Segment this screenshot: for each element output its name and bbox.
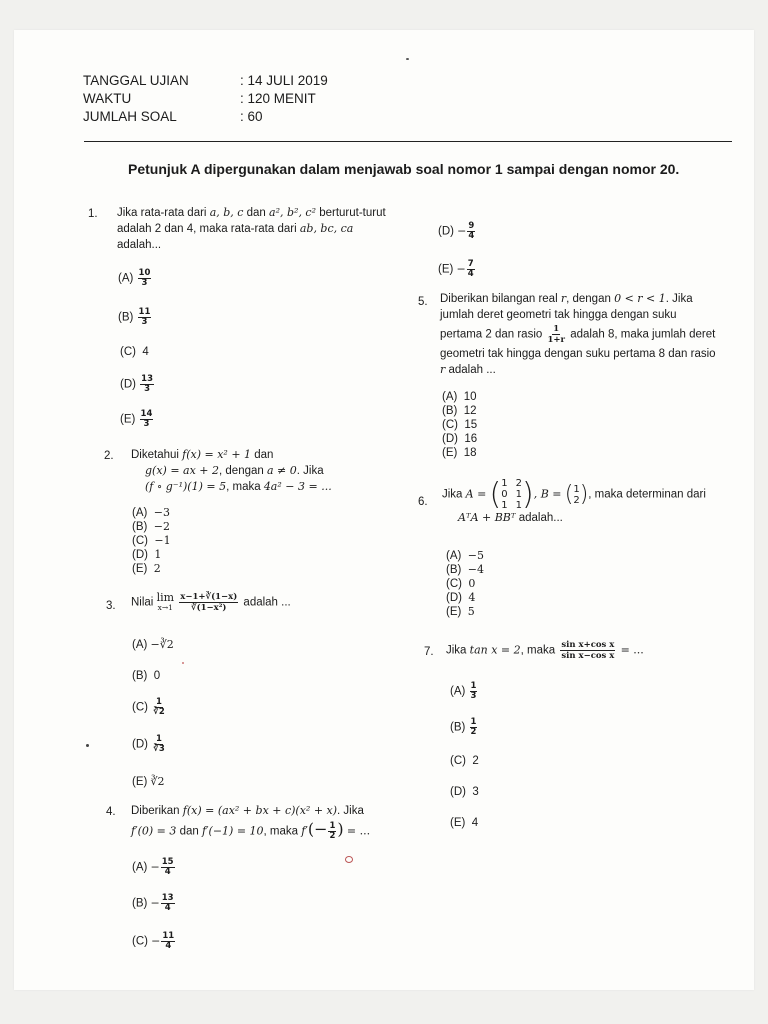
q2-option-e[interactable]: (E) 2	[132, 562, 161, 575]
q1-number: 1.	[88, 208, 98, 220]
q7-option-a[interactable]: (A) $\frac{1}{3}$	[450, 681, 477, 701]
instruction-text: Petunjuk A dipergunakan dalam menjawab soal nomor 1 sampai dengan nomor 20.	[128, 161, 680, 177]
q2-option-c[interactable]: (C) −1	[132, 534, 171, 547]
q3-option-c[interactable]: (C) $\frac{1}{∛2}$	[132, 697, 165, 717]
q3-option-b[interactable]: (B) 0	[132, 670, 161, 682]
q7-option-d[interactable]: (D) 3	[450, 786, 479, 798]
q3-option-a[interactable]: (A) −∛2	[132, 638, 174, 651]
q1-line-1: Jika rata-rata dari a, b, c dan a², b², c² berturut-turut	[117, 206, 386, 219]
q2-line-1: Diketahui f(x) = x² + 1 dan	[131, 448, 274, 461]
q5-option-a[interactable]: (A) 10	[442, 391, 477, 403]
q4-line-2: f′(0) = 3 dan f′(−1) = 10, maka f′(− $\frac{1}{2}$ ) = ...	[131, 819, 371, 841]
q6-option-a[interactable]: (A) −5	[446, 549, 484, 562]
q2-line-3: (f ∘ g⁻¹)(1) = 5, maka 4a² − 3 = ...	[145, 480, 332, 493]
q3-option-d[interactable]: (D) $\frac{1}{∛3}$	[132, 734, 165, 754]
q4-number: 4.	[106, 806, 116, 818]
q1-option-b[interactable]: (B) $\frac{11}{3}$	[118, 307, 151, 327]
header-label-count: JUMLAH SOAL	[83, 109, 177, 124]
header-value-time: : 120 MENIT	[240, 91, 316, 106]
q4-option-b[interactable]: (B) − $\frac{13}{4}$	[132, 893, 174, 913]
q6-option-e[interactable]: (E) 5	[446, 605, 475, 618]
q4-option-c[interactable]: (C) − $\frac{11}{4}$	[132, 931, 175, 951]
q2-option-d[interactable]: (D) 1	[132, 548, 162, 561]
header-label-date: TANGGAL UJIAN	[83, 73, 189, 88]
q5-line-4: geometri tak hingga dengan suku pertama 8 dan rasio	[440, 348, 716, 360]
q7-number: 7.	[424, 646, 434, 658]
q5-line-2: jumlah deret geometri tak hingga dengan suku	[440, 309, 677, 321]
q3-number: 3.	[106, 600, 116, 612]
q6-stem	[442, 478, 706, 525]
q7-option-c[interactable]: (C) 2	[450, 755, 479, 767]
q5-option-c[interactable]: (C) 15	[442, 419, 478, 431]
q5-options	[442, 390, 477, 460]
q5-line-3: pertama 2 dan rasio $\frac{1}{1+r}$ adalah 8, maka jumlah deret	[440, 324, 716, 345]
q5-line-5: r adalah ...	[440, 363, 496, 376]
q1-option-d[interactable]: (D) $\frac{13}{3}$	[120, 374, 154, 394]
q4-option-a[interactable]: (A) − $\frac{15}{4}$	[132, 857, 174, 877]
q3-fraction: $\frac{x-1+∛(1-x)}{\text{∛(1−x²)}}$	[180, 592, 238, 613]
q7-option-e[interactable]: (E) 4	[450, 817, 479, 829]
q5-option-e[interactable]: (E) 18	[442, 447, 477, 459]
q2-option-b[interactable]: (B) −2	[132, 520, 170, 533]
q7-fraction: $\frac{\text{sin x+cos x}}{\text{sin x−cos x}}$	[561, 640, 615, 661]
q2-stem	[131, 448, 332, 494]
header-label-time: WAKTU	[83, 91, 132, 106]
q6-options	[446, 549, 484, 619]
q5-option-b[interactable]: (B) 12	[442, 405, 477, 417]
q6-option-d[interactable]: (D) 4	[446, 591, 476, 604]
q3-option-e[interactable]: (E) ∛2	[132, 775, 165, 788]
header-rule	[84, 141, 732, 142]
q3-limit: lim x→1	[156, 590, 175, 612]
scan-speck	[345, 856, 353, 863]
exam-sheet	[14, 30, 754, 990]
q6-option-b[interactable]: (B) −4	[446, 563, 484, 576]
q1-option-e[interactable]: (E) $\frac{14}{3}$	[120, 409, 153, 429]
q1-line-3: adalah...	[117, 239, 162, 251]
q7-option-b[interactable]: (B) $\frac{1}{2}$	[450, 717, 477, 737]
q3-stem: Nilai lim x→1 $\frac{x-1+∛(1-x)}{\text{∛(1−x²)}}$ adalah ...	[131, 590, 291, 613]
q4-option-d[interactable]: (D) − $\frac{9}{4}$	[438, 221, 475, 241]
q6-line-2: AᵀA + BBᵀ adalah...	[458, 511, 563, 524]
q6-matrix-a: ( 1 2 0 1 1 1 )	[489, 476, 534, 512]
header-value-count: : 60	[240, 109, 263, 124]
q6-line-1: Jika A = ( 1 2 0 1 1 1 ) , B = ( 1 2 ) , maka determinan dari	[442, 476, 706, 512]
q6-option-c[interactable]: (C) 0	[446, 577, 476, 590]
q7-stem: Jika tan x = 2, maka $\frac{\text{sin x+cos x}}{\text{sin x−cos x}}$ = ...	[446, 640, 644, 661]
q5-number: 5.	[418, 296, 428, 308]
header-values	[240, 72, 328, 126]
q1-option-a[interactable]: (A) $\frac{10}{3}$	[118, 268, 151, 288]
q1-stem	[117, 206, 386, 252]
q1-option-c[interactable]: (C) 4	[120, 346, 149, 358]
scan-speck	[406, 58, 409, 60]
header-value-date: : 14 JULI 2019	[240, 73, 328, 88]
scan-speck	[86, 744, 89, 747]
q2-options	[132, 506, 171, 576]
q2-option-a[interactable]: (A) −3	[132, 506, 170, 519]
q4-stem	[131, 804, 370, 841]
q4-option-e[interactable]: (E) − $\frac{7}{4}$	[438, 259, 474, 279]
q5-line-1: Diberikan bilangan real r, dengan 0 < r < 1. Jika	[440, 292, 693, 305]
q2-number: 2.	[104, 450, 114, 462]
q5-option-d[interactable]: (D) 16	[442, 433, 478, 445]
q6-matrix-b: ( 1 2 )	[564, 481, 589, 507]
q5-stem	[440, 292, 716, 377]
header-labels	[83, 72, 189, 126]
q4-line-1: Diberikan f(x) = (ax² + bx + c)(x² + x). Jika	[131, 804, 364, 817]
q6-number: 6.	[418, 496, 428, 508]
q1-line-2: adalah 2 dan 4, maka rata-rata dari ab, bc, ca	[117, 222, 354, 235]
scan-speck	[182, 662, 184, 664]
q2-line-2: g(x) = ax + 2, dengan a ≠ 0. Jika	[145, 464, 324, 477]
